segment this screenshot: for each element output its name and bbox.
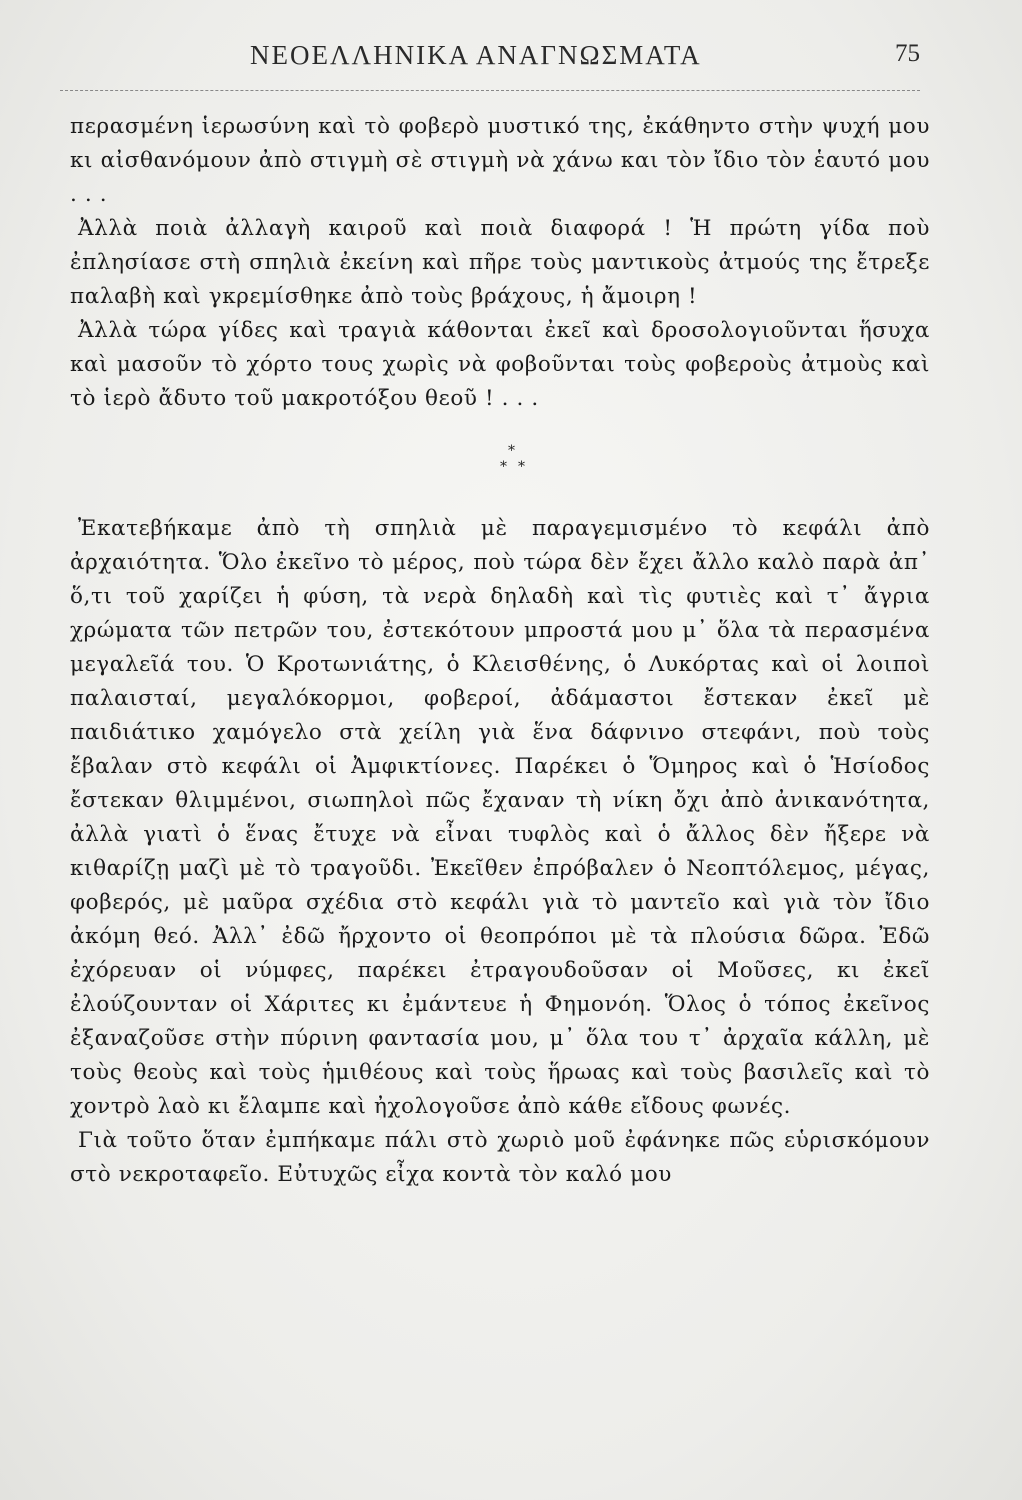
section-break [70,416,930,512]
body-text [70,110,930,1192]
asterisk-star: * [518,459,525,475]
paragraph-1: περασμένη ἱερωσύνη καὶ τὸ φοβερὸ μυστικό της, ἐκάθηντο στὴν ψυχή μου κι αἰσθανόμουν ἀπὸ στιγμὴ σὲ στιγμὴ νὰ χάνω και τὸν ἴδιο τὸν ἑαυτό μου . . . [70,114,930,207]
paragraph-4: Ἐκατεβήκαμε ἀπὸ τὴ σπηλιὰ μὲ παραγεμισμένο τὸ κεφάλι ἀπὸ ἀρχαιότητα. Ὅλο ἐκεῖνο τὸ μέρος, ποὺ τώρα δὲν ἔχει ἄλλο καλὸ παρὰ ἀπ᾿ ὅ,τι τοῦ χαρίζει ἡ φύση, τὰ νερὰ δηλαδὴ καὶ τὶς φυτιὲς καὶ τ᾿ ἄγρια χρώματα τῶν πετρῶν του, ἐστεκότουν μπροστά μου μ᾿ ὅλα τὰ περασμένα μεγαλεῖά του. Ὁ Κροτωνιάτης, ὁ Κλεισθένης, ὁ Λυκόρτας καὶ οἱ λοιποὶ παλαισταί, μεγαλόκορμοι, φοβεροί, ἀδάμαστοι ἔστεκαν ἐκεῖ μὲ παιδιάτικο χαμόγελο στὰ χείλη γιὰ ἕνα δάφνινο στεφάνι, ποὺ τοὺς ἔβαλαν στὸ κεφάλι οἱ Ἀμφικτίονες. Παρέκει ὁ Ὅμηρος καὶ ὁ Ἡσίοδος ἔστεκαν θλιμμένοι, σιωπηλοὶ πῶς ἔχαναν τὴ νίκη ὄχι ἀπὸ ἀνικανότητα, ἀλλὰ γιατὶ ὁ ἕνας ἔτυχε νὰ εἶναι τυφλὸς καὶ ὁ ἄλλος δὲν ἤξερε νὰ κιθαρίζῃ μαζὶ μὲ τὸ τραγοῦδι. Ἐκεῖθεν ἐπρόβαλεν ὁ Νεοπτόλεμος, μέγας, φοβερός, μὲ μαῦρα σχέδια στὸ κεφάλι γιὰ τὸ μαντεῖο καὶ γιὰ τὸν ἴδιο ἀκόμη θεό. Ἀλλ᾿ ἐδῶ ἤρχοντο οἱ θεοπρόποι μὲ τὰ πλούσια δῶρα. Ἐδῶ ἐχόρευαν οἱ νύμφες, παρέκει ἐτραγουδοῦσαν οἱ Μοῦσες, κι ἐκεῖ ἐλούζουνταν οἱ Χάριτες κι ἐμάντευε ἡ Φημονόη. Ὅλος ὁ τόπος ἐκεῖνος ἐξαναζοῦσε στὴν πύρινη φαντασία μου, μ᾿ ὅλα του τ᾿ ἀρχαῖα κάλλη, μὲ τοὺς θεοὺς καὶ τοὺς ἡμιθέους καὶ τοὺς ἥρωας καὶ τοὺς βασιλεῖς καὶ τὸ χοντρὸ λαὸ κι ἔλαμπε καὶ ἠχολογοῦσε ἀπὸ κάθε εἴδους φωνές. [70,516,930,1119]
asterism [500,434,540,474]
running-title: ΝΕΟΕΛΛΗΝΙΚΑ ΑΝΑΓΝΩΣΜΑΤΑ [250,40,702,70]
paragraph-2: Ἀλλὰ ποιὰ ἀλλαγὴ καιροῦ καὶ ποιὰ διαφορά ! Ἡ πρώτη γίδα ποὺ ἐπλησίασε στὴ σπηλιὰ ἐκείνη καὶ πῆρε τοὺς μαντικοὺς ἀτμούς της ἔτρεξε παλαβὴ καὶ γκρεμίσθηκε ἀπὸ τοὺς βράχους, ἡ ἄμοιρη ! [70,216,930,309]
running-head [60,40,920,80]
header-rule [60,90,920,91]
paragraph-3: Ἀλλὰ τώρα γίδες καὶ τραγιὰ κάθονται ἐκεῖ καὶ δροσολογιοῦνται ἥσυχα καὶ μασοῦν τὸ χόρτο τους χωρὶς νὰ φοβοῦνται τοὺς φοβεροὺς ἀτμοὺς καὶ τὸ ἱερὸ ἄδυτο τοῦ μακροτόξου θεοῦ ! . . . [70,318,930,411]
asterisk-star: * [508,443,515,459]
paragraph-5: Γιὰ τοῦτο ὅταν ἐμπήκαμε πάλι στὸ χωριὸ μοῦ ἐφάνηκε πῶς εὑρισκόμουν στὸ νεκροταφεῖο. Εὐτυχῶς εἶχα κοντὰ τὸν καλό μου [70,1128,930,1187]
asterisk-star: * [500,459,507,475]
page-number: 75 [895,40,920,67]
